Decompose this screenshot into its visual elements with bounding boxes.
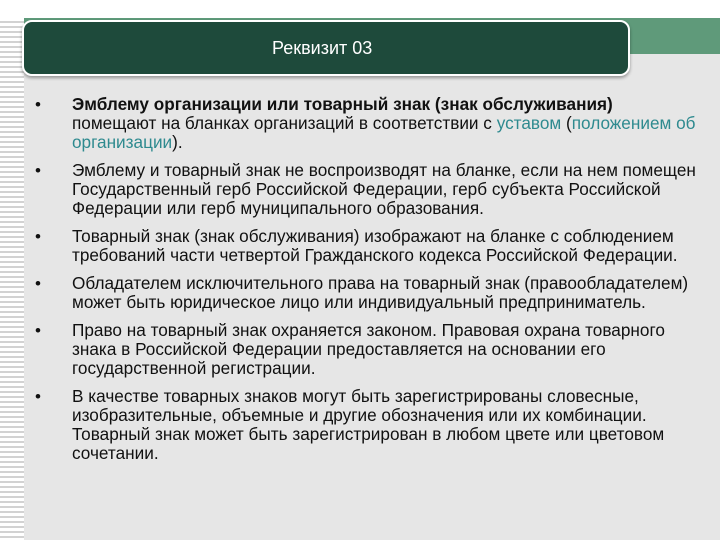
bullet-text: Товарный знак (знак обслуживания) изображают на бланке с соблюдением требований части четвертой Гражданского кодекса Российской Федерации. — [72, 226, 678, 265]
bullet-dot-icon: • — [35, 274, 41, 293]
charter-link[interactable]: уставом — [496, 113, 562, 133]
top-white-strip — [0, 0, 720, 18]
bullet-bold-text: Эмблему организации или товарный знак (знак обслуживания) — [72, 94, 613, 114]
bullet-text: Обладателем исключительного права на товарный знак (правообладателем) может быть юридическое лицо или индивидуальный предприниматель. — [72, 273, 689, 312]
left-stripe-decoration — [0, 18, 24, 540]
bullet-dot-icon: • — [35, 387, 41, 406]
bullet-dot-icon: • — [35, 95, 41, 114]
bullet-dot-icon: • — [35, 161, 41, 180]
organization-regulation-link[interactable]: положением об организации — [72, 113, 696, 152]
bullet-item-5 — [30, 321, 700, 378]
bullet-text: помещают на бланках организаций в соответствии с — [72, 113, 497, 133]
bullet-item-6 — [30, 387, 700, 463]
bullet-item-4 — [30, 274, 700, 312]
bullet-text: Право на товарный знак охраняется законом. Правовая охрана товарного знака в Российской Федерации предоставляется на основании его государственной регистрации. — [72, 320, 665, 378]
bullet-text: Эмблему и товарный знак не воспроизводят на бланке, если на нем помещен Государственный герб Российской Федерации, герб субъекта Российской Федерации или герб муниципального образования. — [72, 160, 696, 218]
title-bar — [22, 20, 630, 76]
bullet-text: В качестве товарных знаков могут быть зарегистрированы словесные, изобразительные, объемные и другие обозначения или их комбинации. Товарный знак может быть зарегистрирован в любом цвете или цветовом сочетании. — [72, 386, 665, 463]
bullet-text: ). — [172, 132, 183, 152]
bullet-item-2 — [30, 161, 700, 218]
bullet-list — [30, 95, 700, 472]
bullet-item-3 — [30, 227, 700, 265]
slide-title: Реквизит 03 — [272, 38, 373, 58]
bullet-item-1 — [30, 95, 700, 152]
bullet-dot-icon: • — [35, 227, 41, 246]
bullet-dot-icon: • — [35, 321, 41, 340]
bullet-text: ( — [561, 113, 572, 133]
